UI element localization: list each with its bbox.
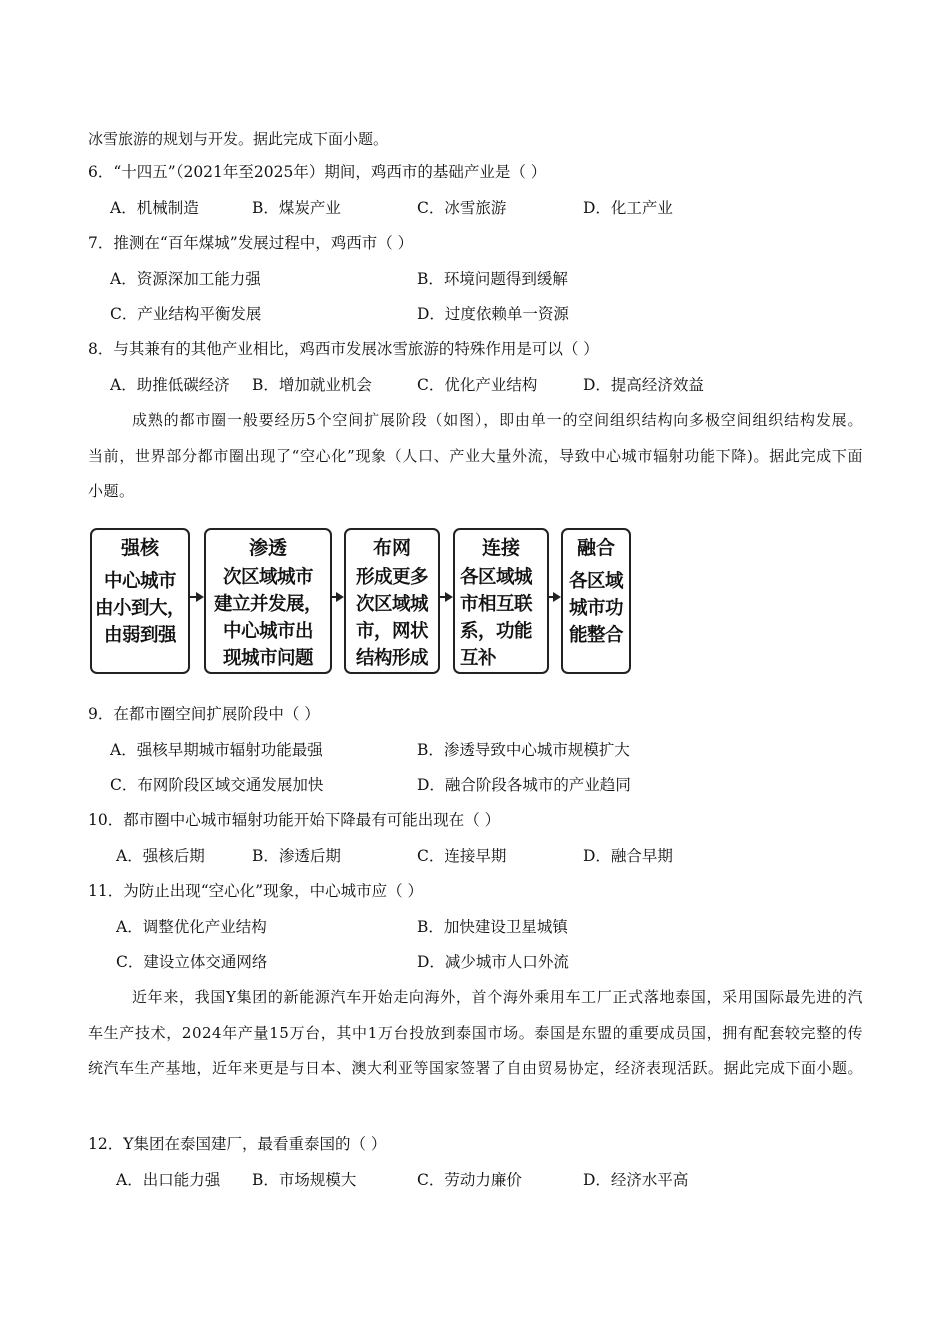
stage-desc: 形成更多 次区域城 市，网状 结构形成 xyxy=(355,567,428,669)
question-7-stem: 7．推测在“百年煤城”发展过程中，鸡西市（ ） xyxy=(88,234,414,252)
q9-option-b[interactable]: B．渗透导致中心城市规模扩大 xyxy=(417,741,630,759)
q8-option-b[interactable]: B．增加就业机会 xyxy=(252,376,372,394)
stage-box-4 xyxy=(453,528,549,674)
stage-desc: 中心城市 由小到大， 由弱到强 xyxy=(94,571,185,646)
passage-car: 近年来，我国Y集团的新能源汽车开始走向海外，首个海外乘用车工厂正式落地泰国，采用国际最先进的汽车生产技术，2024年产量15万台，其中1万台投放到泰国市场。泰国是东盟的重要成员国，拥有配套较完整的传统汽车生产基地，近年来更是与日本、澳大利亚等国家签署了自由贸易协定，经济表现活跃。据此完成下面小题。 xyxy=(88,988,864,1077)
q7-option-a[interactable]: A．资源深加工能力强 xyxy=(110,270,261,288)
stage-title: 渗透 xyxy=(248,537,287,559)
q6-option-b[interactable]: B．煤炭产业 xyxy=(252,199,341,217)
question-6-stem: 6．“十四五”（2021年至2025年）期间，鸡西市的基础产业是（ ） xyxy=(88,163,547,181)
q11-option-a[interactable]: A．调整优化产业结构 xyxy=(116,918,267,936)
q10-option-a[interactable]: A．强核后期 xyxy=(116,847,205,865)
q8-option-a[interactable]: A．助推低碳经济 xyxy=(110,376,230,394)
question-10-stem: 10．都市圈中心城市辐射功能开始下降最有可能出现在（ ） xyxy=(88,811,501,829)
q6-option-a[interactable]: A．机械制造 xyxy=(110,199,199,217)
arrow-icon xyxy=(332,590,344,604)
metro-stages-diagram xyxy=(90,522,635,680)
q7-option-c[interactable]: C．产业结构平衡发展 xyxy=(110,305,262,323)
q9-option-a[interactable]: A．强核早期城市辐射功能最强 xyxy=(110,741,323,759)
q8-option-c[interactable]: C．优化产业结构 xyxy=(417,376,538,394)
arrow-icon xyxy=(190,590,204,604)
q12-option-a[interactable]: A．出口能力强 xyxy=(116,1171,221,1189)
stage-box-5 xyxy=(561,528,631,674)
intro-text: 冰雪旅游的规划与开发。据此完成下面小题。 xyxy=(88,130,389,148)
q7-option-d[interactable]: D．过度依赖单一资源 xyxy=(417,305,569,323)
q12-option-c[interactable]: C．劳动力廉价 xyxy=(417,1171,522,1189)
passage-metro: 成熟的都市圈一般要经历5个空间扩展阶段（如图），即由单一的空间组织结构向多极空间组织结构发展。当前，世界部分都市圈出现了“空心化”现象（人口、产业大量外流，导致中心城市辐射功能下降)。据此完成下面小题。 xyxy=(88,411,863,500)
arrow-icon xyxy=(549,590,561,604)
q6-option-c[interactable]: C．冰雪旅游 xyxy=(417,199,507,217)
stage-box-1 xyxy=(90,528,190,674)
stage-box-2 xyxy=(204,528,332,674)
stage-title: 连接 xyxy=(481,537,520,559)
q12-option-b[interactable]: B．市场规模大 xyxy=(252,1171,357,1189)
q8-option-d[interactable]: D．提高经济效益 xyxy=(583,376,704,394)
stage-box-3 xyxy=(344,528,440,674)
q9-option-c[interactable]: C．布网阶段区域交通发展加快 xyxy=(110,776,324,794)
stage-desc: 各区域城 市相互联 系，功能 互补 xyxy=(460,567,533,669)
q10-option-b[interactable]: B．渗透后期 xyxy=(252,847,341,865)
stage-desc: 次区域城市 建立并发展， 中心城市出 现城市问题 xyxy=(213,567,322,669)
stage-desc: 各区域 城市功 能整合 xyxy=(568,571,623,646)
question-9-stem: 9．在都市圈空间扩展阶段中（ ） xyxy=(88,705,320,723)
q10-option-c[interactable]: C．连接早期 xyxy=(417,847,507,865)
stage-title: 融合 xyxy=(576,537,615,559)
stage-title: 强核 xyxy=(120,537,159,559)
q11-option-b[interactable]: B．加快建设卫星城镇 xyxy=(417,918,568,936)
arrow-icon xyxy=(440,590,453,604)
q11-option-c[interactable]: C．建设立体交通网络 xyxy=(116,953,268,971)
question-8-stem: 8．与其兼有的其他产业相比，鸡西市发展冰雪旅游的特殊作用是可以（ ） xyxy=(88,340,599,358)
q10-option-d[interactable]: D．融合早期 xyxy=(583,847,673,865)
question-11-stem: 11．为防止出现“空心化”现象，中心城市应（ ） xyxy=(88,882,423,900)
q12-option-d[interactable]: D．经济水平高 xyxy=(583,1171,689,1189)
q6-option-d[interactable]: D．化工产业 xyxy=(583,199,673,217)
q9-option-d[interactable]: D．融合阶段各城市的产业趋同 xyxy=(417,776,631,794)
q11-option-d[interactable]: D．减少城市人口外流 xyxy=(417,953,569,971)
question-12-stem: 12．Y集团在泰国建厂，最看重泰国的（ ） xyxy=(88,1135,387,1153)
stage-title: 布网 xyxy=(372,537,411,559)
q7-option-b[interactable]: B．环境问题得到缓解 xyxy=(417,270,568,288)
